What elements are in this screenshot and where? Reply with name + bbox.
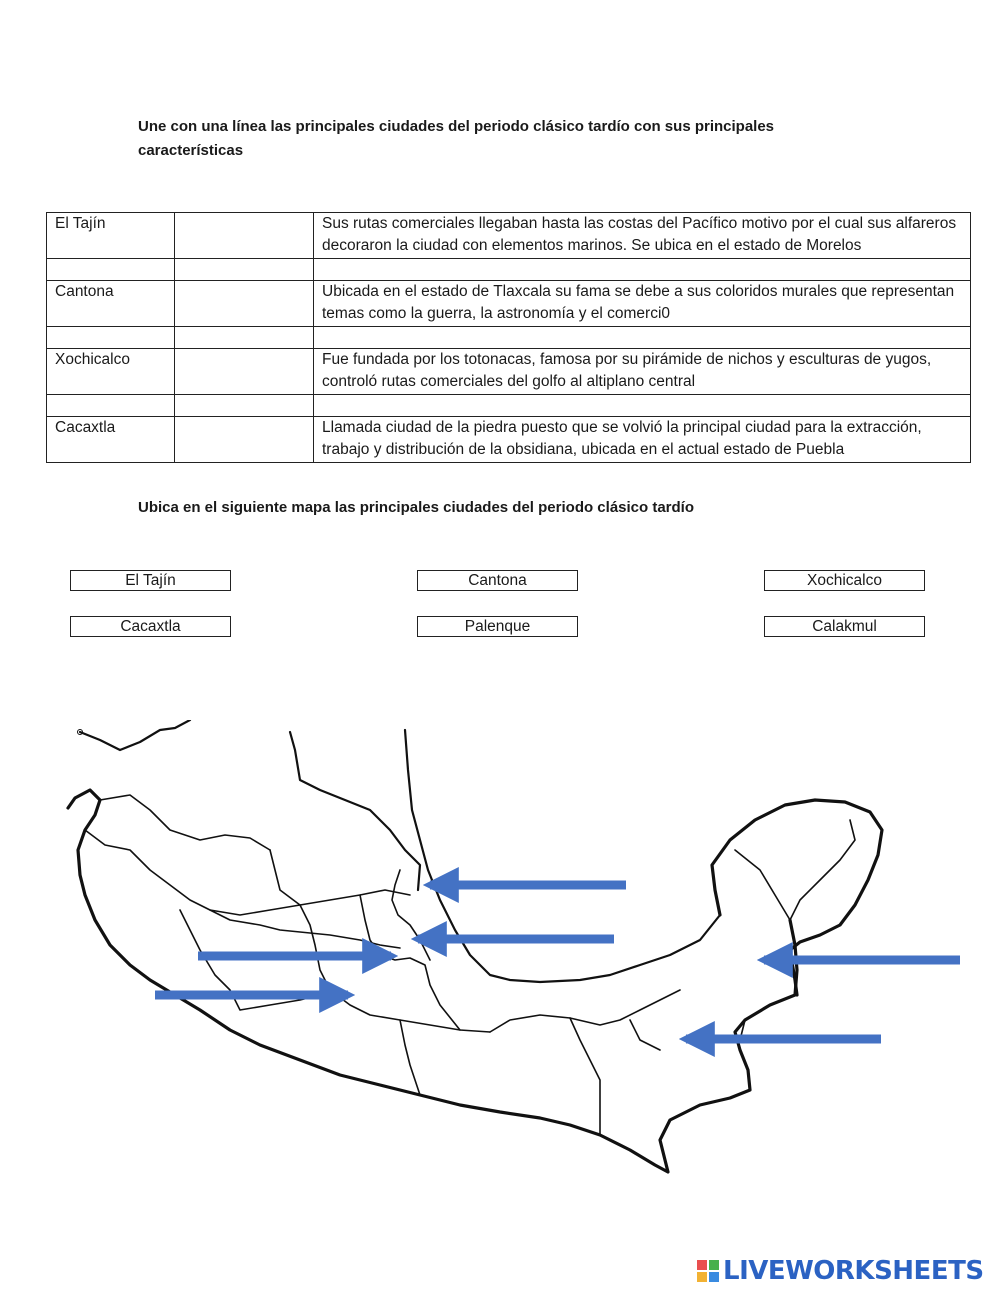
spacer-row xyxy=(47,327,971,349)
table-row xyxy=(47,417,971,463)
description-cell: Ubicada en el estado de Tlaxcala su fama se debe a sus coloridos murales que representan temas como la guerra, la astronomía y el comerci0 xyxy=(314,281,971,327)
map-outline xyxy=(68,720,882,1172)
city-cell: Xochicalco xyxy=(47,349,175,395)
city-cell: Cantona xyxy=(47,281,175,327)
liveworksheets-logo xyxy=(697,1253,984,1289)
table-row xyxy=(47,349,971,395)
description-cell: Llamada ciudad de la piedra puesto que se volvió la principal ciudad para la extracción, trabajo y distribución de la obsidiana, ubicada en el actual estado de Puebla xyxy=(314,417,971,463)
description-cell: Fue fundada por los totonacas, famosa por su pirámide de nichos y esculturas de yugos, controló rutas comerciales del golfo al altiplano central xyxy=(314,349,971,395)
spacer-row xyxy=(47,395,971,417)
answer-cell[interactable] xyxy=(175,281,314,327)
answer-cell[interactable] xyxy=(175,417,314,463)
word-chip-xochicalco[interactable]: Xochicalco xyxy=(764,570,925,591)
table-row xyxy=(47,213,971,259)
word-chip-calakmul[interactable]: Calakmul xyxy=(764,616,925,637)
logo-cubes-icon xyxy=(697,1260,719,1282)
word-chip-el-tajin[interactable]: El Tajín xyxy=(70,570,231,591)
table-row xyxy=(47,281,971,327)
spacer-row xyxy=(47,259,971,281)
answer-cell[interactable] xyxy=(175,349,314,395)
description-cell: Sus rutas comerciales llegaban hasta las costas del Pacífico motivo por el cual sus alfareros decoraron la ciudad con elementos marinos. Se ubica en el estado de Morelos xyxy=(314,213,971,259)
word-chip-cantona[interactable]: Cantona xyxy=(417,570,578,591)
word-chip-palenque[interactable]: Palenque xyxy=(417,616,578,637)
map-instructions: Ubica en el siguiente mapa las principales ciudades del periodo clásico tardío xyxy=(138,499,695,516)
city-cell: El Tajín xyxy=(47,213,175,259)
city-cell: Cacaxtla xyxy=(47,417,175,463)
match-instructions: Une con una línea las principales ciudades del periodo clásico tardío con sus principales características xyxy=(138,118,775,159)
logo-text: LIVEWORKSHEETS xyxy=(723,1256,984,1286)
answer-cell[interactable] xyxy=(175,213,314,259)
mexico-map xyxy=(0,720,1000,1190)
map-arrows xyxy=(155,885,960,1039)
word-chip-cacaxtla[interactable]: Cacaxtla xyxy=(70,616,231,637)
matching-table xyxy=(46,212,971,463)
